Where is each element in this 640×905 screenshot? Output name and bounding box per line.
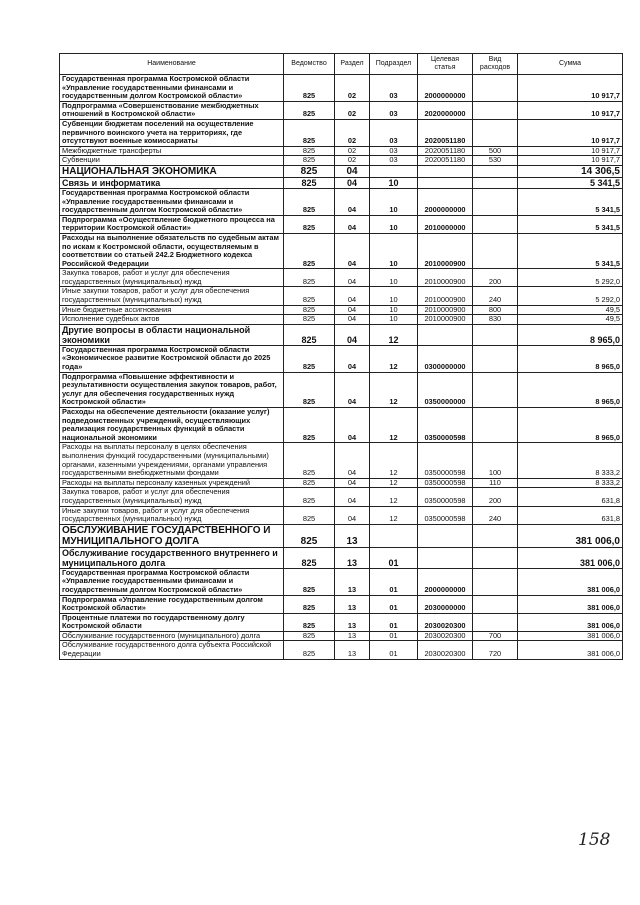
row-section: 04 [335,233,370,268]
row-target: 2010000900 [418,315,473,325]
table-row [60,488,623,506]
row-subsection: 10 [370,177,418,188]
row-name: Другие вопросы в области национальной экономики [60,324,284,345]
row-name: Процентные платежи по государственному долгу Костромской области [60,613,284,631]
row-kind: 720 [473,641,518,659]
table-row [60,641,623,659]
row-dept: 825 [284,488,335,506]
row-section: 13 [335,547,370,568]
col-header: Сумма [518,54,623,75]
col-header: Вид расходов [473,54,518,75]
table-row [60,524,623,547]
row-section: 04 [335,165,370,177]
row-sum: 381 006,0 [518,613,623,631]
table-row [60,443,623,478]
row-section: 04 [335,177,370,188]
row-sum: 10 917,7 [518,146,623,156]
row-target: 2020051180 [418,156,473,166]
row-section: 04 [335,324,370,345]
row-section: 02 [335,101,370,119]
row-sum: 631,8 [518,506,623,524]
row-sum: 8 965,0 [518,372,623,407]
row-subsection: 10 [370,315,418,325]
row-dept: 825 [284,315,335,325]
row-target: 2020051180 [418,119,473,146]
row-dept: 825 [284,372,335,407]
row-dept: 825 [284,269,335,287]
row-section: 04 [335,345,370,372]
row-subsection: 10 [370,215,418,233]
row-target: 2000000000 [418,568,473,595]
row-subsection: 12 [370,478,418,488]
row-kind [473,75,518,102]
table-row [60,478,623,488]
col-header: Целевая статья [418,54,473,75]
table-row [60,315,623,325]
row-target: 0350000598 [418,506,473,524]
row-sum: 381 006,0 [518,524,623,547]
row-section: 02 [335,156,370,166]
row-kind: 200 [473,488,518,506]
row-sum: 8 333,2 [518,443,623,478]
row-sum: 381 006,0 [518,547,623,568]
table-row [60,165,623,177]
row-name: Обслуживание государственного внутреннего и муниципального долга [60,547,284,568]
row-sum: 381 006,0 [518,641,623,659]
row-name: Расходы на обеспечение деятельности (оказание услуг) подведомственных учреждений, осуществляющих реализация государственных функций в области национальной экономики [60,408,284,443]
row-subsection [370,524,418,547]
row-name: Иные закупки товаров, работ и услуг для обеспечения государственных (муниципальных) нужд [60,506,284,524]
row-kind [473,215,518,233]
row-kind [473,119,518,146]
row-target [418,324,473,345]
row-target [418,547,473,568]
row-subsection: 12 [370,443,418,478]
row-subsection: 12 [370,324,418,345]
row-name: Обслуживание государственного долга субъекта Российской Федерации [60,641,284,659]
row-target: 2020000000 [418,101,473,119]
row-section: 04 [335,287,370,305]
row-target: 2030020300 [418,641,473,659]
row-subsection: 10 [370,269,418,287]
row-dept: 825 [284,177,335,188]
table-row [60,408,623,443]
row-dept: 825 [284,324,335,345]
row-subsection: 12 [370,345,418,372]
row-dept: 825 [284,524,335,547]
row-kind [473,345,518,372]
row-kind [473,408,518,443]
row-kind [473,524,518,547]
row-section: 13 [335,631,370,641]
table-row [60,75,623,102]
row-dept: 825 [284,101,335,119]
row-subsection: 01 [370,547,418,568]
row-target: 2020051180 [418,146,473,156]
row-target [418,177,473,188]
row-dept: 825 [284,595,335,613]
row-target: 2010000900 [418,287,473,305]
table-body [60,75,623,660]
row-name: Связь и информатика [60,177,284,188]
row-name: Подпрограмма «Повышение эффективности и результативности осуществления закупок товаров, работ, услуг для обеспечения государственных нужд Костромской области» [60,372,284,407]
row-kind [473,372,518,407]
row-kind: 830 [473,315,518,325]
row-name: Расходы на выплаты персоналу в целях обеспечения выполнения функций государственными (муниципальными) органами, казенными учреждениями, органами управления государственными внебюджетными фондами [60,443,284,478]
row-name: Иные бюджетные ассигнования [60,305,284,315]
row-target: 0350000000 [418,372,473,407]
table-row [60,146,623,156]
table-row [60,287,623,305]
row-dept: 825 [284,547,335,568]
row-subsection: 03 [370,146,418,156]
row-target: 0350000598 [418,478,473,488]
row-kind [473,188,518,215]
row-subsection: 01 [370,568,418,595]
table-row [60,547,623,568]
row-name: Государственная программа Костромской области «Управление государственными финансами и государственным долгом Костромской области» [60,75,284,102]
row-dept: 825 [284,568,335,595]
row-kind [473,547,518,568]
row-kind: 800 [473,305,518,315]
row-kind [473,165,518,177]
row-kind: 700 [473,631,518,641]
row-dept: 825 [284,233,335,268]
row-kind: 200 [473,269,518,287]
table-row [60,188,623,215]
row-name: Государственная программа Костромской области «Управление государственными финансами и государственным долгом Костромской области» [60,568,284,595]
row-kind: 100 [473,443,518,478]
row-name: Обслуживание государственного (муниципального) долга [60,631,284,641]
row-section: 13 [335,613,370,631]
row-name: Закупка товаров, работ и услуг для обеспечения государственных (муниципальных) нужд [60,269,284,287]
row-sum: 381 006,0 [518,631,623,641]
row-subsection [370,165,418,177]
row-name: Государственная программа Костромской области «Экономическое развитие Костромской области до 2025 года» [60,345,284,372]
row-sum: 8 965,0 [518,408,623,443]
row-target: 2030020300 [418,613,473,631]
row-subsection: 10 [370,233,418,268]
row-kind: 500 [473,146,518,156]
row-sum: 8 333,2 [518,478,623,488]
row-target: 2010000900 [418,233,473,268]
col-header: Раздел [335,54,370,75]
row-sum: 49,5 [518,315,623,325]
row-dept: 825 [284,305,335,315]
row-target: 2000000000 [418,75,473,102]
table-row [60,269,623,287]
row-dept: 825 [284,613,335,631]
row-sum: 5 341,5 [518,233,623,268]
row-dept: 825 [284,156,335,166]
row-sum: 5 341,5 [518,215,623,233]
table-row [60,101,623,119]
row-sum: 5 341,5 [518,188,623,215]
row-dept: 825 [284,287,335,305]
row-dept: 825 [284,345,335,372]
row-subsection: 01 [370,595,418,613]
row-kind: 240 [473,506,518,524]
table-row [60,119,623,146]
table-row [60,345,623,372]
row-subsection: 10 [370,188,418,215]
row-section: 04 [335,305,370,315]
row-sum: 49,5 [518,305,623,315]
row-section: 04 [335,488,370,506]
row-name: ОБСЛУЖИВАНИЕ ГОСУДАРСТВЕННОГО И МУНИЦИПАЛЬНОГО ДОЛГА [60,524,284,547]
row-kind [473,101,518,119]
row-section: 13 [335,595,370,613]
row-kind [473,177,518,188]
row-dept: 825 [284,215,335,233]
row-subsection: 03 [370,156,418,166]
row-kind: 110 [473,478,518,488]
table-row [60,372,623,407]
row-sum: 381 006,0 [518,568,623,595]
table-row [60,506,623,524]
row-target: 2030000000 [418,595,473,613]
table-header-row [60,54,623,75]
row-subsection: 01 [370,631,418,641]
row-target: 0350000598 [418,408,473,443]
row-section: 04 [335,506,370,524]
row-name: Подпрограмма «Управление государственным долгом Костромской области» [60,595,284,613]
table-row [60,568,623,595]
row-target: 0300000000 [418,345,473,372]
col-header: Ведомство [284,54,335,75]
row-dept: 825 [284,188,335,215]
row-target: 0350000598 [418,443,473,478]
row-sum: 5 341,5 [518,177,623,188]
row-subsection: 01 [370,641,418,659]
table-row [60,324,623,345]
row-dept: 825 [284,506,335,524]
row-kind [473,595,518,613]
row-sum: 10 917,7 [518,75,623,102]
row-subsection: 03 [370,75,418,102]
row-name: Исполнение судебных актов [60,315,284,325]
row-section: 13 [335,524,370,547]
row-sum: 10 917,7 [518,101,623,119]
row-target: 2010000900 [418,269,473,287]
row-name: Субвенции [60,156,284,166]
table-row [60,233,623,268]
table-row [60,215,623,233]
row-target [418,165,473,177]
row-name: Межбюджетные трансферты [60,146,284,156]
row-section: 02 [335,119,370,146]
row-section: 04 [335,478,370,488]
row-sum: 10 917,7 [518,156,623,166]
row-kind: 530 [473,156,518,166]
row-kind [473,568,518,595]
row-target: 2030020300 [418,631,473,641]
table-row [60,595,623,613]
table-row [60,613,623,631]
row-kind [473,613,518,631]
row-kind: 240 [473,287,518,305]
row-kind [473,233,518,268]
row-dept: 825 [284,75,335,102]
row-section: 02 [335,75,370,102]
row-name: Расходы на выполнение обязательств по судебным актам по искам к Костромской области, осуществляемым в соответствии со статьей 242.2 Бюджетного кодекса Российской Федерации [60,233,284,268]
table-row [60,631,623,641]
row-subsection: 12 [370,372,418,407]
row-subsection: 12 [370,408,418,443]
col-header: Наименование [60,54,284,75]
row-name: Подпрограмма «Осуществление бюджетного процесса на территории Костромской области» [60,215,284,233]
row-subsection: 12 [370,488,418,506]
row-section: 04 [335,269,370,287]
row-target [418,524,473,547]
row-section: 02 [335,146,370,156]
row-kind [473,324,518,345]
row-name: Закупка товаров, работ и услуг для обеспечения государственных (муниципальных) нужд [60,488,284,506]
row-target: 2010000000 [418,215,473,233]
row-dept: 825 [284,408,335,443]
row-name: Субвенции бюджетам поселений на осуществление первичного воинского учета на территориях, где отсутствуют военные комиссариаты [60,119,284,146]
row-subsection: 01 [370,613,418,631]
row-dept: 825 [284,641,335,659]
row-name: НАЦИОНАЛЬНАЯ ЭКОНОМИКА [60,165,284,177]
row-section: 04 [335,215,370,233]
row-name: Иные закупки товаров, работ и услуг для обеспечения государственных (муниципальных) нужд [60,287,284,305]
row-target: 2010000900 [418,305,473,315]
budget-table [59,53,623,660]
row-sum: 8 965,0 [518,324,623,345]
row-section: 04 [335,188,370,215]
row-section: 04 [335,443,370,478]
row-name: Подпрограмма «Совершенствование межбюджетных отношений в Костромской области» [60,101,284,119]
row-section: 13 [335,568,370,595]
row-subsection: 03 [370,119,418,146]
row-name: Расходы на выплаты персоналу казенных учреждений [60,478,284,488]
row-target: 0350000598 [418,488,473,506]
row-section: 04 [335,372,370,407]
row-target: 2000000000 [418,188,473,215]
row-sum: 8 965,0 [518,345,623,372]
page-number: 158 [578,830,611,850]
row-sum: 631,8 [518,488,623,506]
table-row [60,156,623,166]
row-name: Государственная программа Костромской области «Управление государственными финансами и государственным долгом Костромской области» [60,188,284,215]
row-dept: 825 [284,165,335,177]
row-dept: 825 [284,146,335,156]
row-subsection: 12 [370,506,418,524]
row-sum: 381 006,0 [518,595,623,613]
row-subsection: 03 [370,101,418,119]
row-dept: 825 [284,443,335,478]
row-section: 04 [335,315,370,325]
row-sum: 10 917,7 [518,119,623,146]
row-subsection: 10 [370,305,418,315]
row-sum: 5 292,0 [518,269,623,287]
row-subsection: 10 [370,287,418,305]
row-sum: 14 306,5 [518,165,623,177]
col-header: Подраздел [370,54,418,75]
table-row [60,305,623,315]
row-dept: 825 [284,119,335,146]
row-sum: 5 292,0 [518,287,623,305]
table-row [60,177,623,188]
row-dept: 825 [284,631,335,641]
row-dept: 825 [284,478,335,488]
row-section: 13 [335,641,370,659]
row-section: 04 [335,408,370,443]
